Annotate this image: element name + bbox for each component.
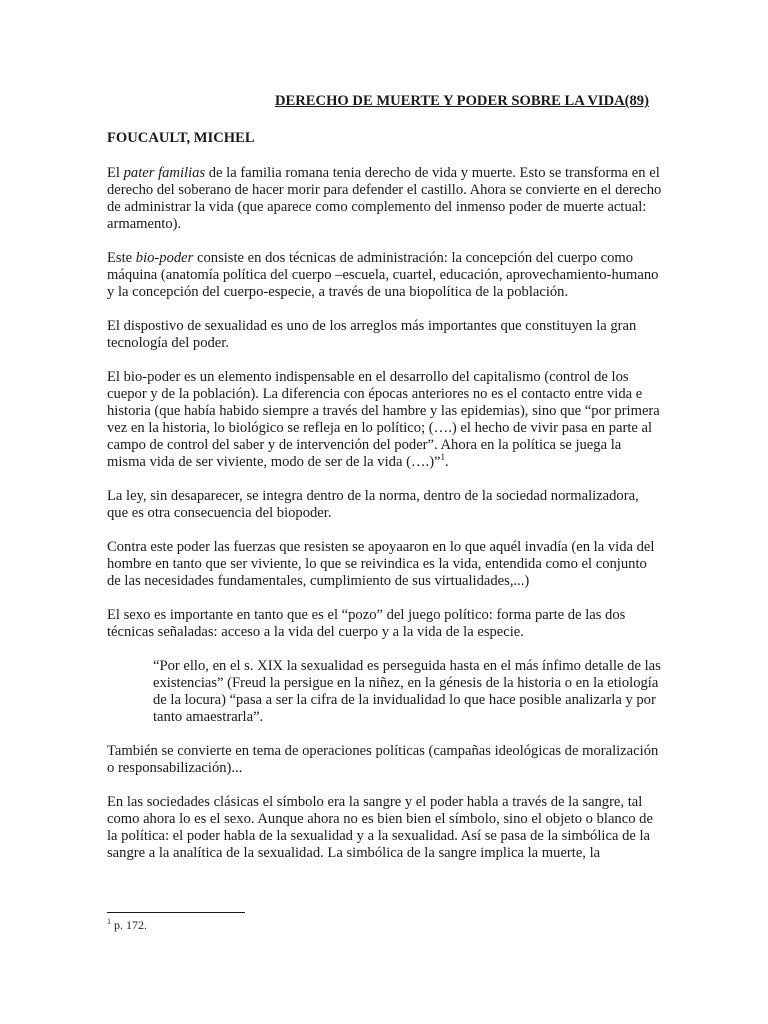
paragraph-resistencia: Contra este poder las fuerzas que resisten se apoyaaron en lo que aquél invadía (en la vida del hombre en tanto que ser viviente, lo que se reivindica es la vida, entendida como el conjunto de las necesidades fundamentales, cumplimiento de sus virtualidades,...): [107, 539, 655, 589]
paragraph-simbolo-sangre: En las sociedades clásicas el símbolo era la sangre y el poder habla a través de la sangre, tal como ahora lo es el sexo. Aunque ahora no es bien bien el símbolo, sino el objeto o blanco de la política: el poder habla de la sexualidad y a la sexualidad. Así se pasa de la simbólica de la sangre a la analítica de la sexualidad. La simbólica de la sangre implica la muerte, la: [107, 794, 653, 861]
footnote-reference[interactable]: 1: [440, 452, 446, 463]
footnote-separator: [107, 912, 245, 913]
paragraph-ley-norma: La ley, sin desaparecer, se integra dentro de la norma, dentro de la sociedad normalizadora, que es otra consecuencia del biopoder.: [107, 488, 639, 521]
italic-term-pater-familias: pater familias: [123, 165, 206, 181]
footnote-number: 1: [107, 917, 111, 926]
document-body: [107, 165, 663, 862]
italic-term-bio-poder: bio-poder: [135, 250, 194, 266]
paragraph-dispositivo-sexualidad: El dispostivo de sexualidad es uno de los arreglos más importantes que constituyen la gran tecnología del poder.: [107, 318, 637, 351]
author-name: FOUCAULT, MICHEL: [107, 130, 255, 146]
footnote: [107, 918, 147, 932]
footnote-text: p. 172.: [111, 918, 147, 932]
paragraph-capitalismo: El bio-poder es un elemento indispensable en el desarrollo del capitalismo (control de los cuepor y de la población). La diferencia con épocas anteriores no es el contacto entre vida e historia (que había habido siempre a través del hambre y las epidemias), sino que “por primera vez en la historia, lo biológico se refleja en lo político; (….) el hecho de vivir pasa en parte al campo de control del saber y de intervención del poder”. Ahora en la política se juega la misma vida de ser viviente, modo de ser de la vida (….)”$^1$.: [107, 369, 660, 470]
paragraph-sexo-pozo: El sexo es importante en tanto que es el “pozo” del juego político: forma parte de las dos técnicas señaladas: acceso a la vida del cuerpo y a la vida de la especie.: [107, 607, 626, 640]
block-quote: “Por ello, en el s. XIX la sexualidad es perseguida hasta en el más ínfimo detalle de las existencias” (Freud la persigue en la niñez, en la génesis de la historia o en la etiología de la locura) “pasa a ser la cifra de la invidualidad lo que hace posible analizarla y por tanto amaestrarla”.: [153, 658, 661, 725]
paragraph-operaciones-politicas: También se convierte en tema de operaciones políticas (campañas ideológicas de moralización o responsabilización)...: [107, 743, 659, 776]
paragraph-pater-familias: El pater familias de la familia romana tenia derecho de vida y muerte. Esto se transforma en el derecho del soberano de hacer morir para defender el castillo. Ahora se convierte en el derecho de administrar la vida (que aparece como complemento del inmenso poder de muerte actual: armamento).: [107, 165, 662, 232]
paragraph-bio-poder: Este bio-poder consiste en dos técnicas de administración: la concepción del cuerpo como máquina (anatomía política del cuerpo –escuela, cuartel, educación, aprovechamiento-humano y la concepción del cuerpo-especie, a través de una biopolítica de la población.: [107, 250, 659, 300]
document-title: DERECHO DE MUERTE Y PODER SOBRE LA VIDA(89): [275, 93, 649, 109]
